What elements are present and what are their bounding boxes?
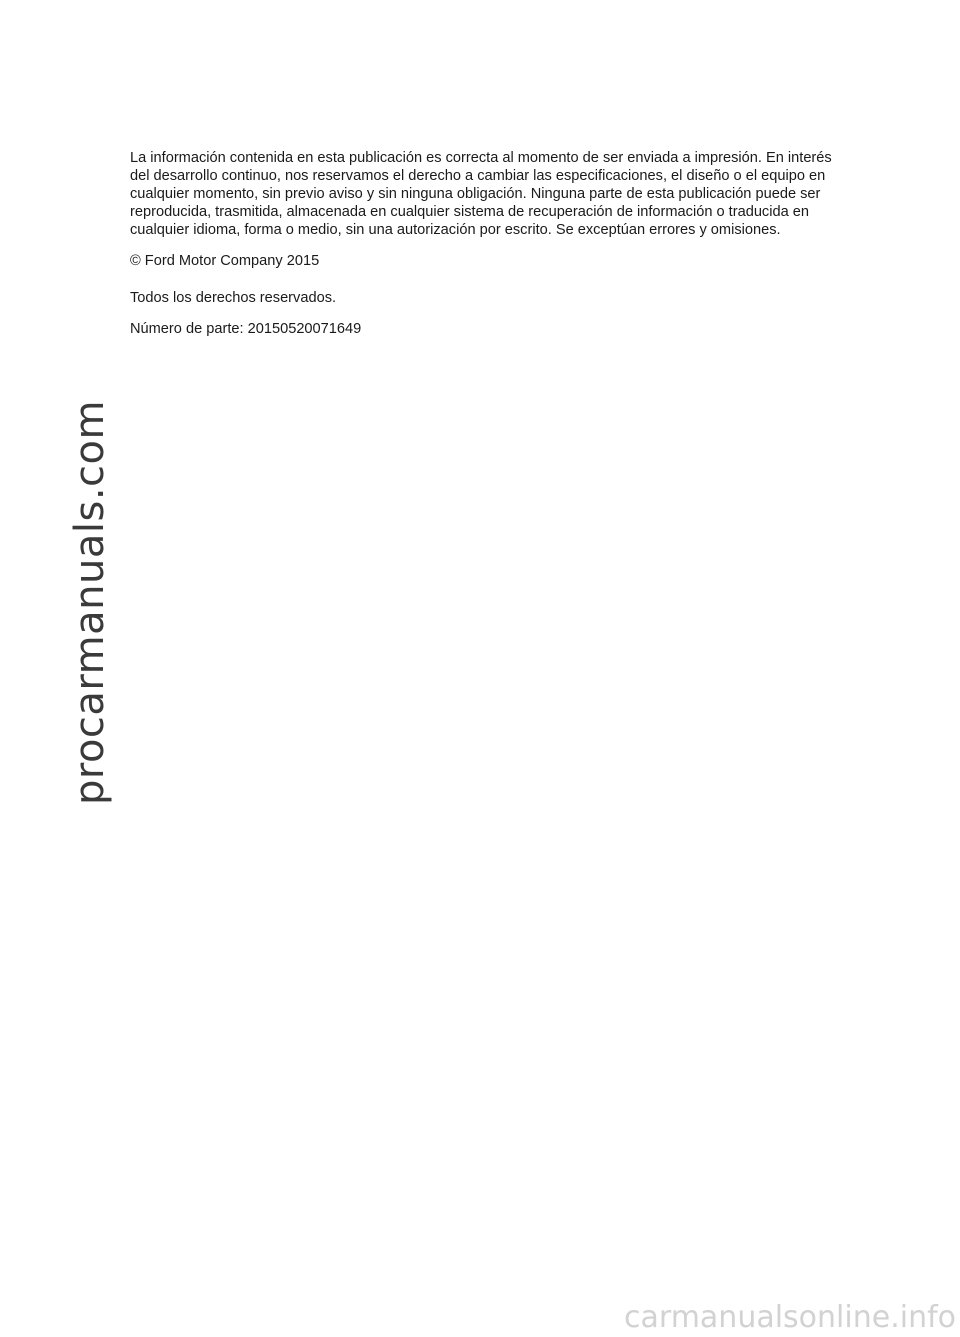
bottom-watermark: carmanualsonline.info	[624, 1300, 956, 1335]
rights-reserved: Todos los derechos reservados.	[130, 290, 337, 306]
document-body	[130, 149, 835, 351]
part-number: Número de parte: 20150520071649	[130, 321, 362, 337]
side-watermark: procarmanuals.com	[67, 400, 113, 805]
copyright-line: © Ford Motor Company 2015	[130, 253, 320, 269]
legal-notice: La información contenida en esta publicación es correcta al momento de ser enviada a impresión. En interés del desarrollo continuo, nos reservamos el derecho a cambiar las especificaciones, el diseño o el equipo en cualquier momento, sin previo aviso y sin ninguna obligación. Ninguna parte de esta publicación puede ser reproducida, trasmitida, almacenada en cualquier sistema de recuperación de información o traducida en cualquier idioma, forma o medio, sin una autorización por escrito. Se exceptúan errores y omisiones.	[130, 150, 832, 238]
